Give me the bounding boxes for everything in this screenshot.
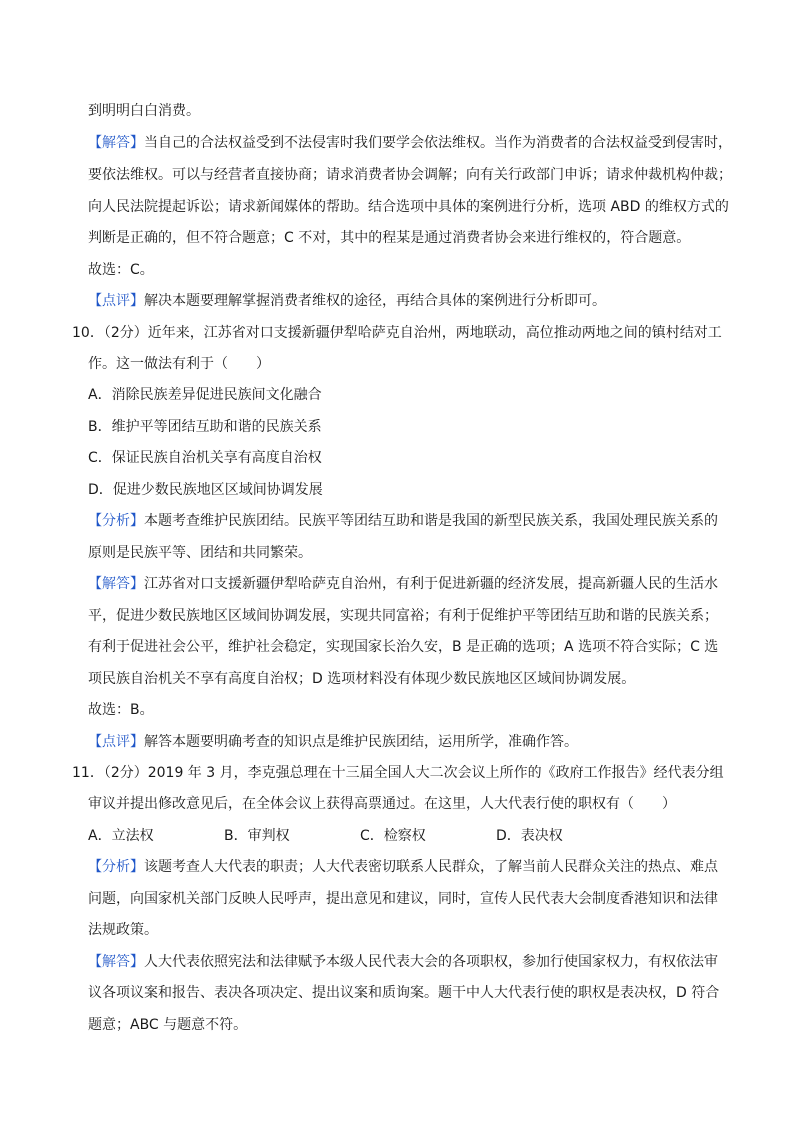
option-d: D．促进少数民族地区区域间协调发展 — [88, 482, 323, 498]
text-line: 故选：C。 — [88, 262, 154, 278]
text-line: 问题，向国家机关部门反映人民呼声，提出意见和建议，同时，宣传人民代表大会制度香港知识和法律 — [88, 891, 718, 907]
text-line: 平，促进少数民族地区区域间协调发展，实现共同富裕；有利于促维护平等团结互助和谐的民族关系； — [88, 608, 718, 624]
answer-line: 【解答】江苏省对口支援新疆伊犁哈萨克自治州，有利于促进新疆的经济发展，提高新疆人民的生活水 — [88, 576, 718, 592]
option-c: C．检察权 — [360, 828, 426, 844]
text-line: 要依法维权。可以与经营者直接协商；请求消费者协会调解；向有关行政部门申诉；请求仲裁机构仲裁； — [88, 167, 732, 183]
option-c: C．保证民族自治机关享有高度自治权 — [88, 450, 322, 466]
text-line: 到明明白白消费。 — [88, 103, 200, 119]
analysis-line: 【分析】本题考查维护民族团结。民族平等团结互助和谐是我国的新型民族关系，我国处理民族关系的 — [88, 513, 718, 529]
question-10-stem: 10．（2分）近年来，江苏省对口支援新疆伊犁哈萨克自治州，两地联动，高位推动两地之间的镇村结对工 — [72, 325, 722, 341]
answer-line: 【解答】当自己的合法权益受到不法侵害时我们要学会依法维权。当作为消费者的合法权益受到侵害时， — [88, 135, 732, 151]
comment-line: 【点评】解答本题要明确考查的知识点是维护民族团结，运用所学，准确作答。 — [88, 734, 578, 750]
text-line: 有利于促进社会公平，维护社会稳定，实现国家长治久安，B 是正确的选项；A 选项不符合实际；C 选 — [88, 639, 719, 655]
text-line: 议各项议案和报告、表决各项决定、提出议案和质询案。题干中人大代表行使的职权是表决权，D 符合 — [88, 985, 720, 1001]
analysis-line: 【分析】该题考查人大代表的职责；人大代表密切联系人民群众，了解当前人民群众关注的热点、难点 — [88, 859, 718, 875]
text-line: 原则是民族平等、团结和共同繁荣。 — [88, 545, 312, 561]
option-b: B．审判权 — [224, 828, 290, 844]
option-d: D．表决权 — [496, 828, 563, 844]
text-line: 故选：B。 — [88, 702, 154, 718]
text-line: 判断是正确的，但不符合题意；C 不对，其中的程某是通过消费者协会来进行维权的，符合题意。 — [88, 230, 691, 246]
analysis-tag: 【分析】 — [88, 513, 144, 529]
option-a: A．消除民族差异促进民族间文化融合 — [88, 387, 322, 403]
text-line: 向人民法院提起诉讼；请求新闻媒体的帮助。结合选项中具体的案例进行分析，选项 ABD 的维权方式的 — [88, 199, 729, 215]
analysis-tag: 【分析】 — [88, 859, 144, 875]
comment-line: 【点评】解决本题要理解掌握消费者维权的途径，再结合具体的案例进行分析即可。 — [88, 293, 606, 309]
question-10-stem-cont: 作。这一做法有利于（ ） — [88, 356, 270, 372]
answer-line: 【解答】人大代表依照宪法和法律赋予本级人民代表大会的各项职权，参加行使国家权力，有权依法审 — [88, 954, 718, 970]
text-line: 法规政策。 — [88, 922, 158, 938]
text-line: 题意；ABC 与题意不符。 — [88, 1017, 248, 1033]
text-line: 项民族自治机关不享有高度自治权；D 选项材料没有体现少数民族地区区域间协调发展。 — [88, 671, 636, 687]
option-b: B．维护平等团结互助和谐的民族关系 — [88, 419, 322, 435]
question-11-stem-cont: 审议并提出修改意见后，在全体会议上获得高票通过。在这里，人大代表行使的职权有（ ） — [88, 796, 676, 812]
option-a: A．立法权 — [88, 828, 154, 844]
comment-tag: 【点评】 — [88, 293, 144, 309]
comment-tag: 【点评】 — [88, 734, 144, 750]
question-11-stem: 11．（2分）2019 年 3 月，李克强总理在十三届全国人大二次会议上所作的《政府工作报告》经代表分组 — [72, 765, 724, 781]
answer-tag: 【解答】 — [88, 576, 144, 592]
answer-tag: 【解答】 — [88, 135, 144, 151]
answer-tag: 【解答】 — [88, 954, 144, 970]
question-11-options — [88, 827, 728, 845]
